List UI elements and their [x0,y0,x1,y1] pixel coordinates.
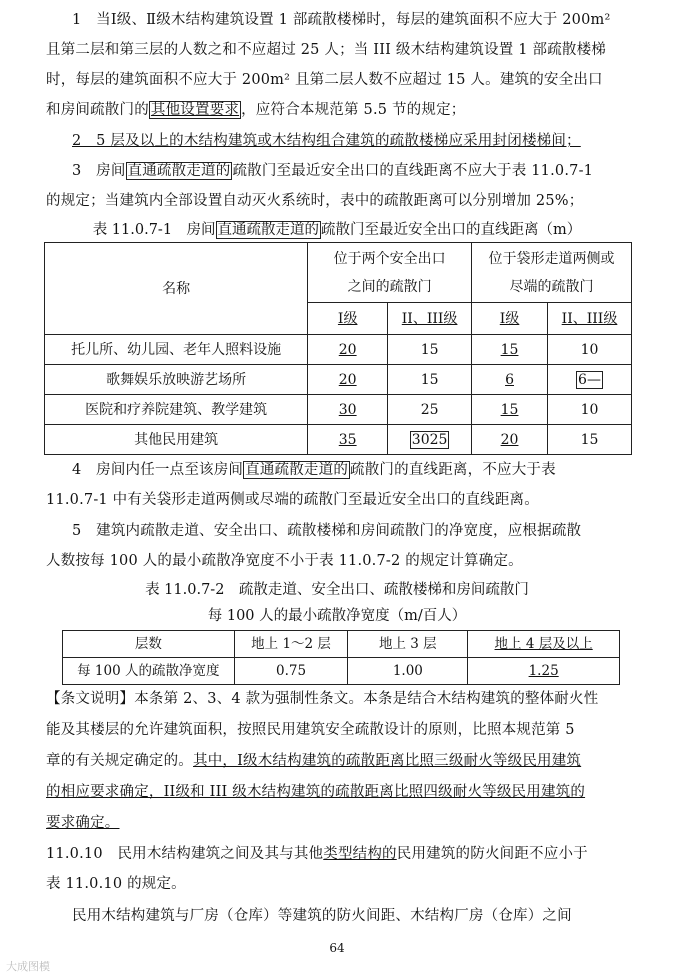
table-row: 托儿所、幼儿园、老年人照料设施 20 15 15 10 [45,335,632,365]
table-1-header-name: 名称 [45,243,308,335]
table-1-sub-4: II、III级 [548,303,632,335]
explanation-line-4: 的相应要求确定，II级和 III 级木结构建筑的疏散距离比照四级耐火等级民用建筑的 [46,784,586,800]
watermark: 大成图模 [6,960,50,973]
explanation-line-5: 要求确定。 [46,815,120,831]
table-1-sub-1: I级 [308,303,388,335]
explanation-line-2: 能及其楼层的允许建筑面积，按照民用建筑安全疏散设计的原则，比照本规范第 5 [46,722,575,738]
table-2-caption-line-2: 每 100 人的最小疏散净宽度（m/百人） [207,608,467,624]
table-2: 层数 地上 1～2 层 地上 3 层 地上 4 层及以上 每 100 人的疏散净宽度 0.75 1.00 1.25 [62,630,620,685]
para-1-line-3: 时，每层的建筑面积不应大于 200m² 且第二层人数不应超过 15 人。建筑的安全出口 [46,72,603,88]
table-1-caption: 表 11.0.7-1 房间 直通疏散走道的 疏散门至最近安全出口的直线距离（m） [92,222,582,238]
table-1-sub-3: I级 [472,303,548,335]
clause-line-2: 表 11.0.10 的规定。 [46,876,186,892]
para-3-line-2: 的规定；当建筑内全部设置自动灭火系统时，表中的疏散距离可以分别增加 25%； [46,193,584,209]
tracked-change-text: 其他设置要求 [150,102,240,118]
boxed-text: 直通疏散走道的 [245,462,349,478]
para-1-line-1: 1 当Ⅰ级、Ⅱ级木结构建筑设置 1 部疏散楼梯时，每层的建筑面积不应大于 200m² [72,12,611,28]
table-1-sub-2: II、III级 [388,303,472,335]
table-1-group-1: 位于两个安全出口之间的疏散门 [308,243,472,303]
table-row: 其他民用建筑 35 3025 20 15 [45,425,632,455]
para-4-line-1: 4 房间内任一点至该房间 直通疏散走道的 疏散门的直线距离，不应大于表 [72,462,556,478]
explanation-line-1: 【条文说明】本条第 2、3、4 款为强制性条文。本条是结合木结构建筑的整体耐火性 [46,691,599,707]
page-number: 64 [329,941,345,955]
para-5-line-2: 人数按每 100 人的最小疏散净宽度不小于表 11.0.7-2 的规定计算确定。 [46,553,523,569]
para-1-line-2: 且第二层和第三层的人数之和不应超过 25 人；当 III 级木结构建筑设置 1 部疏散楼梯 [46,42,607,58]
table-row: 歌舞娱乐放映游艺场所 20 15 6 6— [45,365,632,395]
para-2: 2 5 层及以上的木结构建筑或木结构组合建筑的疏散楼梯应采用封闭楼梯间； [72,133,581,149]
para-4-line-2: 11.0.7-1 中有关袋形走道两侧或尽端的疏散门至最近安全出口的直线距离。 [46,492,539,508]
table-row: 每 100 人的疏散净宽度 0.75 1.00 1.25 [63,658,620,685]
para-5-line-1: 5 建筑内疏散走道、安全出口、疏散楼梯和房间疏散门的净宽度，应根据疏散 [72,523,582,539]
para-1-line-4: 和房间疏散门的 其他设置要求 ，应符合本规范第 5.5 节的规定； [46,102,466,118]
para-3-line-1: 3 房间 直通疏散走道的 疏散门至最近安全出口的直线距离不应大于表 11.0.7-1 [72,163,594,179]
table-2-caption-line-1: 表 11.0.7-2 疏散走道、安全出口、疏散楼梯和房间疏散门 [145,582,529,598]
explanation-line-3: 章的有关规定确定的。其中，I级木结构建筑的疏散距离比照三级耐火等级民用建筑 [46,753,582,769]
table-1 [44,242,632,455]
table-1-group-2: 位于袋形走道两侧或尽端的疏散门 [472,243,632,303]
boxed-text: 直通疏散走道的 [127,163,231,179]
clause-line-3: 民用木结构建筑与厂房（仓库）等建筑的防火间距、木结构厂房（仓库）之间 [72,908,572,924]
table-row: 医院和疗养院建筑、教学建筑 30 25 15 10 [45,395,632,425]
clause-line-1: 11.0.10 民用木结构建筑之间及其与其他类型结构的民用建筑的防火间距不应小于 [46,846,588,862]
